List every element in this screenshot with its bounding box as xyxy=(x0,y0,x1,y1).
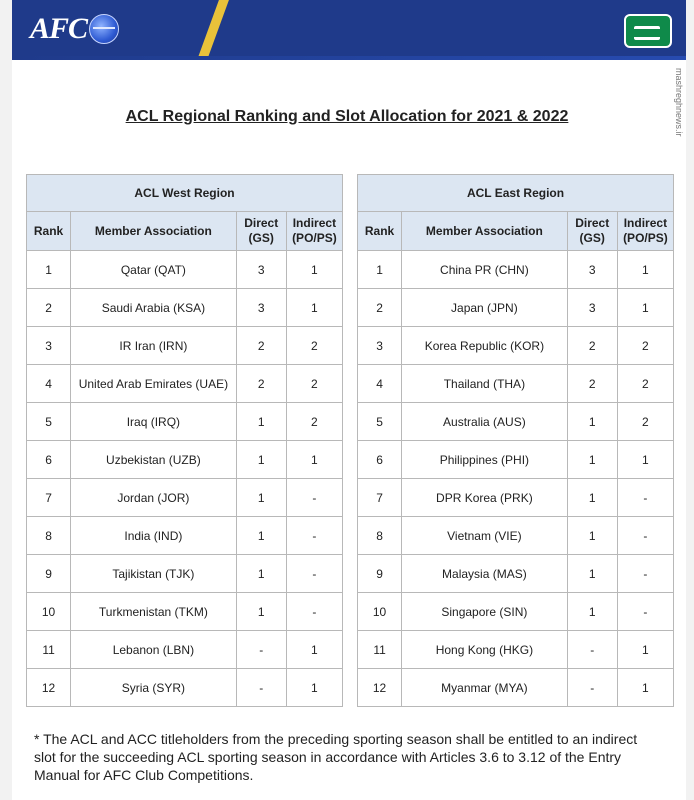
member-association-cell: Saudi Arabia (KSA) xyxy=(71,289,237,327)
table-row xyxy=(27,669,343,707)
col-indirect-header: Indirect (PO/PS) xyxy=(617,212,673,251)
member-association-cell: Syria (SYR) xyxy=(71,669,237,707)
rank-cell: 5 xyxy=(358,403,402,441)
direct-slots-cell: 3 xyxy=(236,251,286,289)
direct-slots-cell: 1 xyxy=(236,593,286,631)
table-row xyxy=(27,251,343,289)
member-association-cell: Singapore (SIN) xyxy=(402,593,568,631)
rank-cell: 4 xyxy=(358,365,402,403)
header-underline xyxy=(12,56,686,60)
member-association-cell: Iraq (IRQ) xyxy=(71,403,237,441)
table-row xyxy=(358,403,674,441)
member-association-cell: United Arab Emirates (UAE) xyxy=(71,365,237,403)
rank-cell: 4 xyxy=(27,365,71,403)
table-row xyxy=(27,517,343,555)
col-direct-header: Direct (GS) xyxy=(236,212,286,251)
table-row xyxy=(27,555,343,593)
rank-cell: 8 xyxy=(27,517,71,555)
gold-stripe xyxy=(197,0,229,60)
west-region-header: ACL West Region xyxy=(27,175,343,212)
table-row xyxy=(358,365,674,403)
rank-cell: 2 xyxy=(358,289,402,327)
col-direct-header: Direct (GS) xyxy=(567,212,617,251)
direct-slots-cell: 1 xyxy=(236,479,286,517)
indirect-slots-cell: 1 xyxy=(617,441,673,479)
table-row xyxy=(358,251,674,289)
direct-slots-cell: 1 xyxy=(567,517,617,555)
table-row xyxy=(358,669,674,707)
member-association-cell: Vietnam (VIE) xyxy=(402,517,568,555)
indirect-slots-cell: - xyxy=(286,479,342,517)
direct-slots-cell: 1 xyxy=(236,517,286,555)
indirect-slots-cell: 1 xyxy=(286,251,342,289)
indirect-slots-cell: 1 xyxy=(617,289,673,327)
member-association-cell: Philippines (PHI) xyxy=(402,441,568,479)
indirect-slots-cell: 1 xyxy=(286,441,342,479)
rank-cell: 11 xyxy=(358,631,402,669)
indirect-slots-cell: - xyxy=(286,593,342,631)
table-row xyxy=(358,517,674,555)
col-rank-header: Rank xyxy=(358,212,402,251)
direct-slots-cell: 1 xyxy=(567,479,617,517)
table-row xyxy=(358,631,674,669)
west-table-body xyxy=(27,251,343,707)
east-region-header: ACL East Region xyxy=(358,175,674,212)
member-association-cell: Hong Kong (HKG) xyxy=(402,631,568,669)
side-watermark: mashreghnews.ir xyxy=(674,68,684,137)
page-title: ACL Regional Ranking and Slot Allocation for 2021 & 2022 xyxy=(125,108,569,125)
indirect-slots-cell: 2 xyxy=(286,327,342,365)
rank-cell: 1 xyxy=(358,251,402,289)
member-association-cell: Tajikistan (TJK) xyxy=(71,555,237,593)
direct-slots-cell: 2 xyxy=(236,327,286,365)
direct-slots-cell: 1 xyxy=(567,441,617,479)
globe-icon xyxy=(89,14,119,44)
member-association-cell: Thailand (THA) xyxy=(402,365,568,403)
direct-slots-cell: 3 xyxy=(236,289,286,327)
member-association-cell: Malaysia (MAS) xyxy=(402,555,568,593)
indirect-slots-cell: 1 xyxy=(286,289,342,327)
rank-cell: 12 xyxy=(358,669,402,707)
direct-slots-cell: 1 xyxy=(236,403,286,441)
member-association-cell: IR Iran (IRN) xyxy=(71,327,237,365)
table-row xyxy=(27,441,343,479)
indirect-slots-cell: - xyxy=(617,517,673,555)
col-member-header: Member Association xyxy=(402,212,568,251)
table-row xyxy=(358,327,674,365)
direct-slots-cell: 3 xyxy=(567,251,617,289)
member-association-cell: Jordan (JOR) xyxy=(71,479,237,517)
direct-slots-cell: - xyxy=(567,669,617,707)
indirect-slots-cell: 2 xyxy=(617,327,673,365)
afc-header-banner xyxy=(12,0,686,60)
member-association-cell: Qatar (QAT) xyxy=(71,251,237,289)
indirect-slots-cell: 2 xyxy=(617,365,673,403)
footnote: * The ACL and ACC titleholders from the preceding sporting season shall be entitled to an indirect slot for the succeeding ACL sporting season in accordance with Articles 3.6 to 3.12 of the Entry Manual for AFC Club Competitions. xyxy=(34,731,638,783)
rank-cell: 9 xyxy=(358,555,402,593)
table-row xyxy=(358,441,674,479)
indirect-slots-cell: 2 xyxy=(286,365,342,403)
member-association-cell: Japan (JPN) xyxy=(402,289,568,327)
indirect-slots-cell: - xyxy=(617,555,673,593)
indirect-slots-cell: 1 xyxy=(286,669,342,707)
member-association-cell: Lebanon (LBN) xyxy=(71,631,237,669)
news-logo-icon xyxy=(624,14,672,48)
rank-cell: 7 xyxy=(358,479,402,517)
rank-cell: 7 xyxy=(27,479,71,517)
indirect-slots-cell: - xyxy=(286,517,342,555)
indirect-slots-cell: - xyxy=(617,479,673,517)
indirect-slots-cell: 1 xyxy=(286,631,342,669)
direct-slots-cell: - xyxy=(236,669,286,707)
direct-slots-cell: 1 xyxy=(567,555,617,593)
col-rank-header: Rank xyxy=(27,212,71,251)
afc-logo xyxy=(30,12,119,46)
rank-cell: 6 xyxy=(358,441,402,479)
rank-cell: 8 xyxy=(358,517,402,555)
direct-slots-cell: - xyxy=(567,631,617,669)
table-row xyxy=(27,403,343,441)
rank-cell: 3 xyxy=(27,327,71,365)
afc-logo-text: AFC xyxy=(30,12,88,45)
table-row xyxy=(27,327,343,365)
direct-slots-cell: 1 xyxy=(236,441,286,479)
indirect-slots-cell: - xyxy=(286,555,342,593)
rank-cell: 1 xyxy=(27,251,71,289)
direct-slots-cell: 1 xyxy=(236,555,286,593)
rank-cell: 9 xyxy=(27,555,71,593)
indirect-slots-cell: 1 xyxy=(617,251,673,289)
col-member-header: Member Association xyxy=(71,212,237,251)
indirect-slots-cell: - xyxy=(617,593,673,631)
table-row xyxy=(358,555,674,593)
indirect-slots-cell: 1 xyxy=(617,669,673,707)
east-table-body xyxy=(358,251,674,707)
table-row xyxy=(27,289,343,327)
member-association-cell: China PR (CHN) xyxy=(402,251,568,289)
indirect-slots-cell: 2 xyxy=(286,403,342,441)
rank-cell: 2 xyxy=(27,289,71,327)
direct-slots-cell: 1 xyxy=(567,403,617,441)
east-region-table xyxy=(357,174,674,707)
table-row xyxy=(358,479,674,517)
direct-slots-cell: 2 xyxy=(236,365,286,403)
table-row xyxy=(27,479,343,517)
member-association-cell: India (IND) xyxy=(71,517,237,555)
rank-cell: 10 xyxy=(27,593,71,631)
col-indirect-header: Indirect (PO/PS) xyxy=(286,212,342,251)
member-association-cell: Korea Republic (KOR) xyxy=(402,327,568,365)
rank-cell: 10 xyxy=(358,593,402,631)
table-row xyxy=(27,631,343,669)
member-association-cell: Turkmenistan (TKM) xyxy=(71,593,237,631)
direct-slots-cell: 2 xyxy=(567,365,617,403)
table-row xyxy=(27,593,343,631)
rank-cell: 5 xyxy=(27,403,71,441)
rank-cell: 12 xyxy=(27,669,71,707)
rank-cell: 11 xyxy=(27,631,71,669)
table-row xyxy=(358,289,674,327)
member-association-cell: Australia (AUS) xyxy=(402,403,568,441)
direct-slots-cell: 1 xyxy=(567,593,617,631)
rank-cell: 3 xyxy=(358,327,402,365)
rank-cell: 6 xyxy=(27,441,71,479)
member-association-cell: DPR Korea (PRK) xyxy=(402,479,568,517)
direct-slots-cell: - xyxy=(236,631,286,669)
member-association-cell: Myanmar (MYA) xyxy=(402,669,568,707)
member-association-cell: Uzbekistan (UZB) xyxy=(71,441,237,479)
indirect-slots-cell: 1 xyxy=(617,631,673,669)
direct-slots-cell: 3 xyxy=(567,289,617,327)
direct-slots-cell: 2 xyxy=(567,327,617,365)
indirect-slots-cell: 2 xyxy=(617,403,673,441)
west-region-table xyxy=(26,174,343,707)
table-row xyxy=(358,593,674,631)
table-row xyxy=(27,365,343,403)
